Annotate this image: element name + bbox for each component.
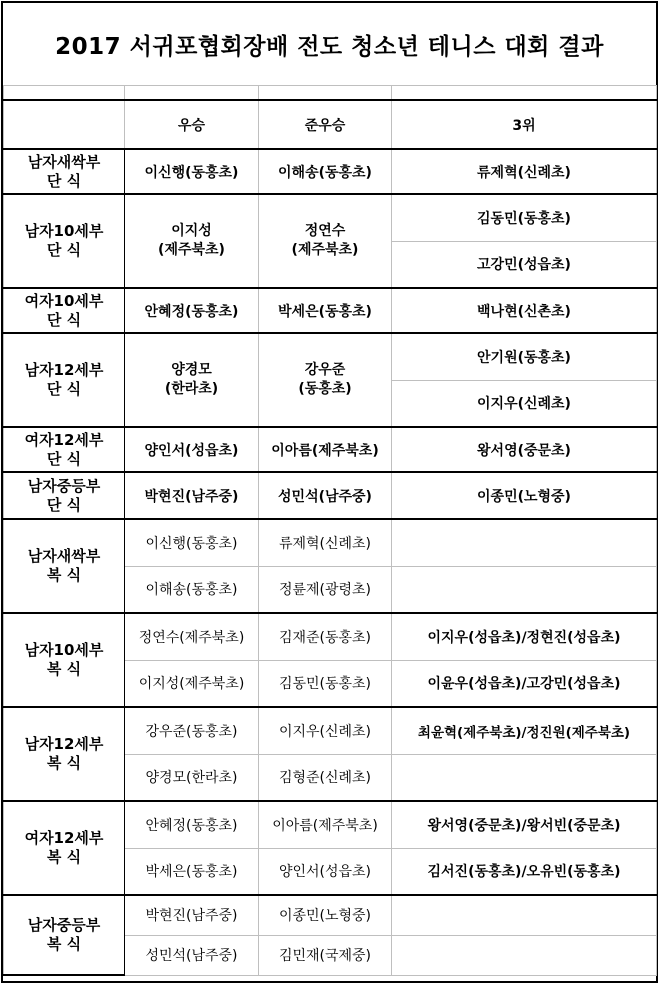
category-cell: 여자12세부 복 식 [4, 801, 125, 895]
spacer-row [4, 86, 657, 101]
table-row [4, 472, 657, 519]
table-row [4, 333, 657, 380]
runner-cell: 김동민(동홍초) [259, 660, 392, 707]
table-row [4, 149, 657, 194]
runner-cell: 이아름(제주북초) [259, 801, 392, 848]
winner-cell: 박현진(남주중) [125, 472, 259, 519]
third-cell [392, 566, 657, 613]
runner-cell: 이지우(신례초) [259, 707, 392, 754]
winner-cell: 안혜정(동홍초) [125, 801, 259, 848]
third-cell [392, 754, 657, 801]
winner-cell: 이신행(동홍초) [125, 519, 259, 566]
third-cell: 왕서영(중문초)/왕서빈(중문초) [392, 801, 657, 848]
runner-cell: 성민석(남주중) [259, 472, 392, 519]
header-category [4, 100, 125, 149]
third-cell: 류제혁(신례초) [392, 149, 657, 194]
table-row [4, 801, 657, 848]
header-winner: 우승 [125, 100, 259, 149]
winner-cell: 박현진(남주중) [125, 895, 259, 935]
winner-cell: 양경모 (한라초) [125, 333, 259, 427]
runner-cell: 김형준(신례초) [259, 754, 392, 801]
results-table [3, 85, 657, 976]
category-cell: 남자중등부 단 식 [4, 472, 125, 519]
page-title: 2017 서귀포협회장배 전도 청소년 테니스 대회 결과 [55, 33, 604, 60]
category-cell: 남자중등부 복 식 [4, 895, 125, 975]
third-cell: 고강민(성읍초) [392, 241, 657, 288]
winner-cell: 이신행(동홍초) [125, 149, 259, 194]
runner-cell: 이아름(제주북초) [259, 427, 392, 472]
winner-cell: 이해송(동홍초) [125, 566, 259, 613]
runner-cell: 정륜제(광령초) [259, 566, 392, 613]
winner-cell: 정연수(제주북초) [125, 613, 259, 660]
third-cell [392, 935, 657, 975]
table-row [4, 194, 657, 241]
runner-cell: 정연수 (제주북초) [259, 194, 392, 288]
runner-cell: 김민재(국제중) [259, 935, 392, 975]
third-cell: 이종민(노형중) [392, 472, 657, 519]
category-cell: 남자10세부 복 식 [4, 613, 125, 707]
results-sheet [1, 1, 658, 983]
third-cell: 최윤혁(제주북초)/정진원(제주북초) [392, 707, 657, 754]
third-cell: 김서진(동홍초)/오유빈(동홍초) [392, 848, 657, 895]
third-cell: 이윤우(성읍초)/고강민(성읍초) [392, 660, 657, 707]
winner-cell: 안혜정(동홍초) [125, 288, 259, 333]
runner-cell: 강우준 (동홍초) [259, 333, 392, 427]
runner-cell: 이해송(동홍초) [259, 149, 392, 194]
third-cell: 백나현(신촌초) [392, 288, 657, 333]
category-cell: 남자12세부 단 식 [4, 333, 125, 427]
third-cell: 안기원(동홍초) [392, 333, 657, 380]
runner-cell: 박세은(동홍초) [259, 288, 392, 333]
third-cell [392, 895, 657, 935]
runner-cell: 류제혁(신례초) [259, 519, 392, 566]
table-row [4, 895, 657, 935]
third-cell: 이지우(성읍초)/정현진(성읍초) [392, 613, 657, 660]
third-cell: 왕서영(중문초) [392, 427, 657, 472]
third-cell: 이지우(신례초) [392, 380, 657, 427]
winner-cell: 이지성 (제주북초) [125, 194, 259, 288]
table-row [4, 288, 657, 333]
category-cell: 여자12세부 단 식 [4, 427, 125, 472]
winner-cell: 양인서(성읍초) [125, 427, 259, 472]
header-row [4, 100, 657, 149]
third-cell [392, 519, 657, 566]
third-cell: 김동민(동홍초) [392, 194, 657, 241]
table-row [4, 613, 657, 660]
category-cell: 남자새싹부 단 식 [4, 149, 125, 194]
table-row [4, 519, 657, 566]
runner-cell: 이종민(노형중) [259, 895, 392, 935]
winner-cell: 강우준(동홍초) [125, 707, 259, 754]
header-third: 3위 [392, 100, 657, 149]
table-row [4, 707, 657, 754]
category-cell: 남자10세부 단 식 [4, 194, 125, 288]
table-row [4, 427, 657, 472]
header-runner-up: 준우승 [259, 100, 392, 149]
category-cell: 여자10세부 단 식 [4, 288, 125, 333]
category-cell: 남자12세부 복 식 [4, 707, 125, 801]
winner-cell: 양경모(한라초) [125, 754, 259, 801]
category-cell: 남자새싹부 복 식 [4, 519, 125, 613]
winner-cell: 성민석(남주중) [125, 935, 259, 975]
winner-cell: 이지성(제주북초) [125, 660, 259, 707]
winner-cell: 박세은(동홍초) [125, 848, 259, 895]
runner-cell: 김재준(동홍초) [259, 613, 392, 660]
runner-cell: 양인서(성읍초) [259, 848, 392, 895]
